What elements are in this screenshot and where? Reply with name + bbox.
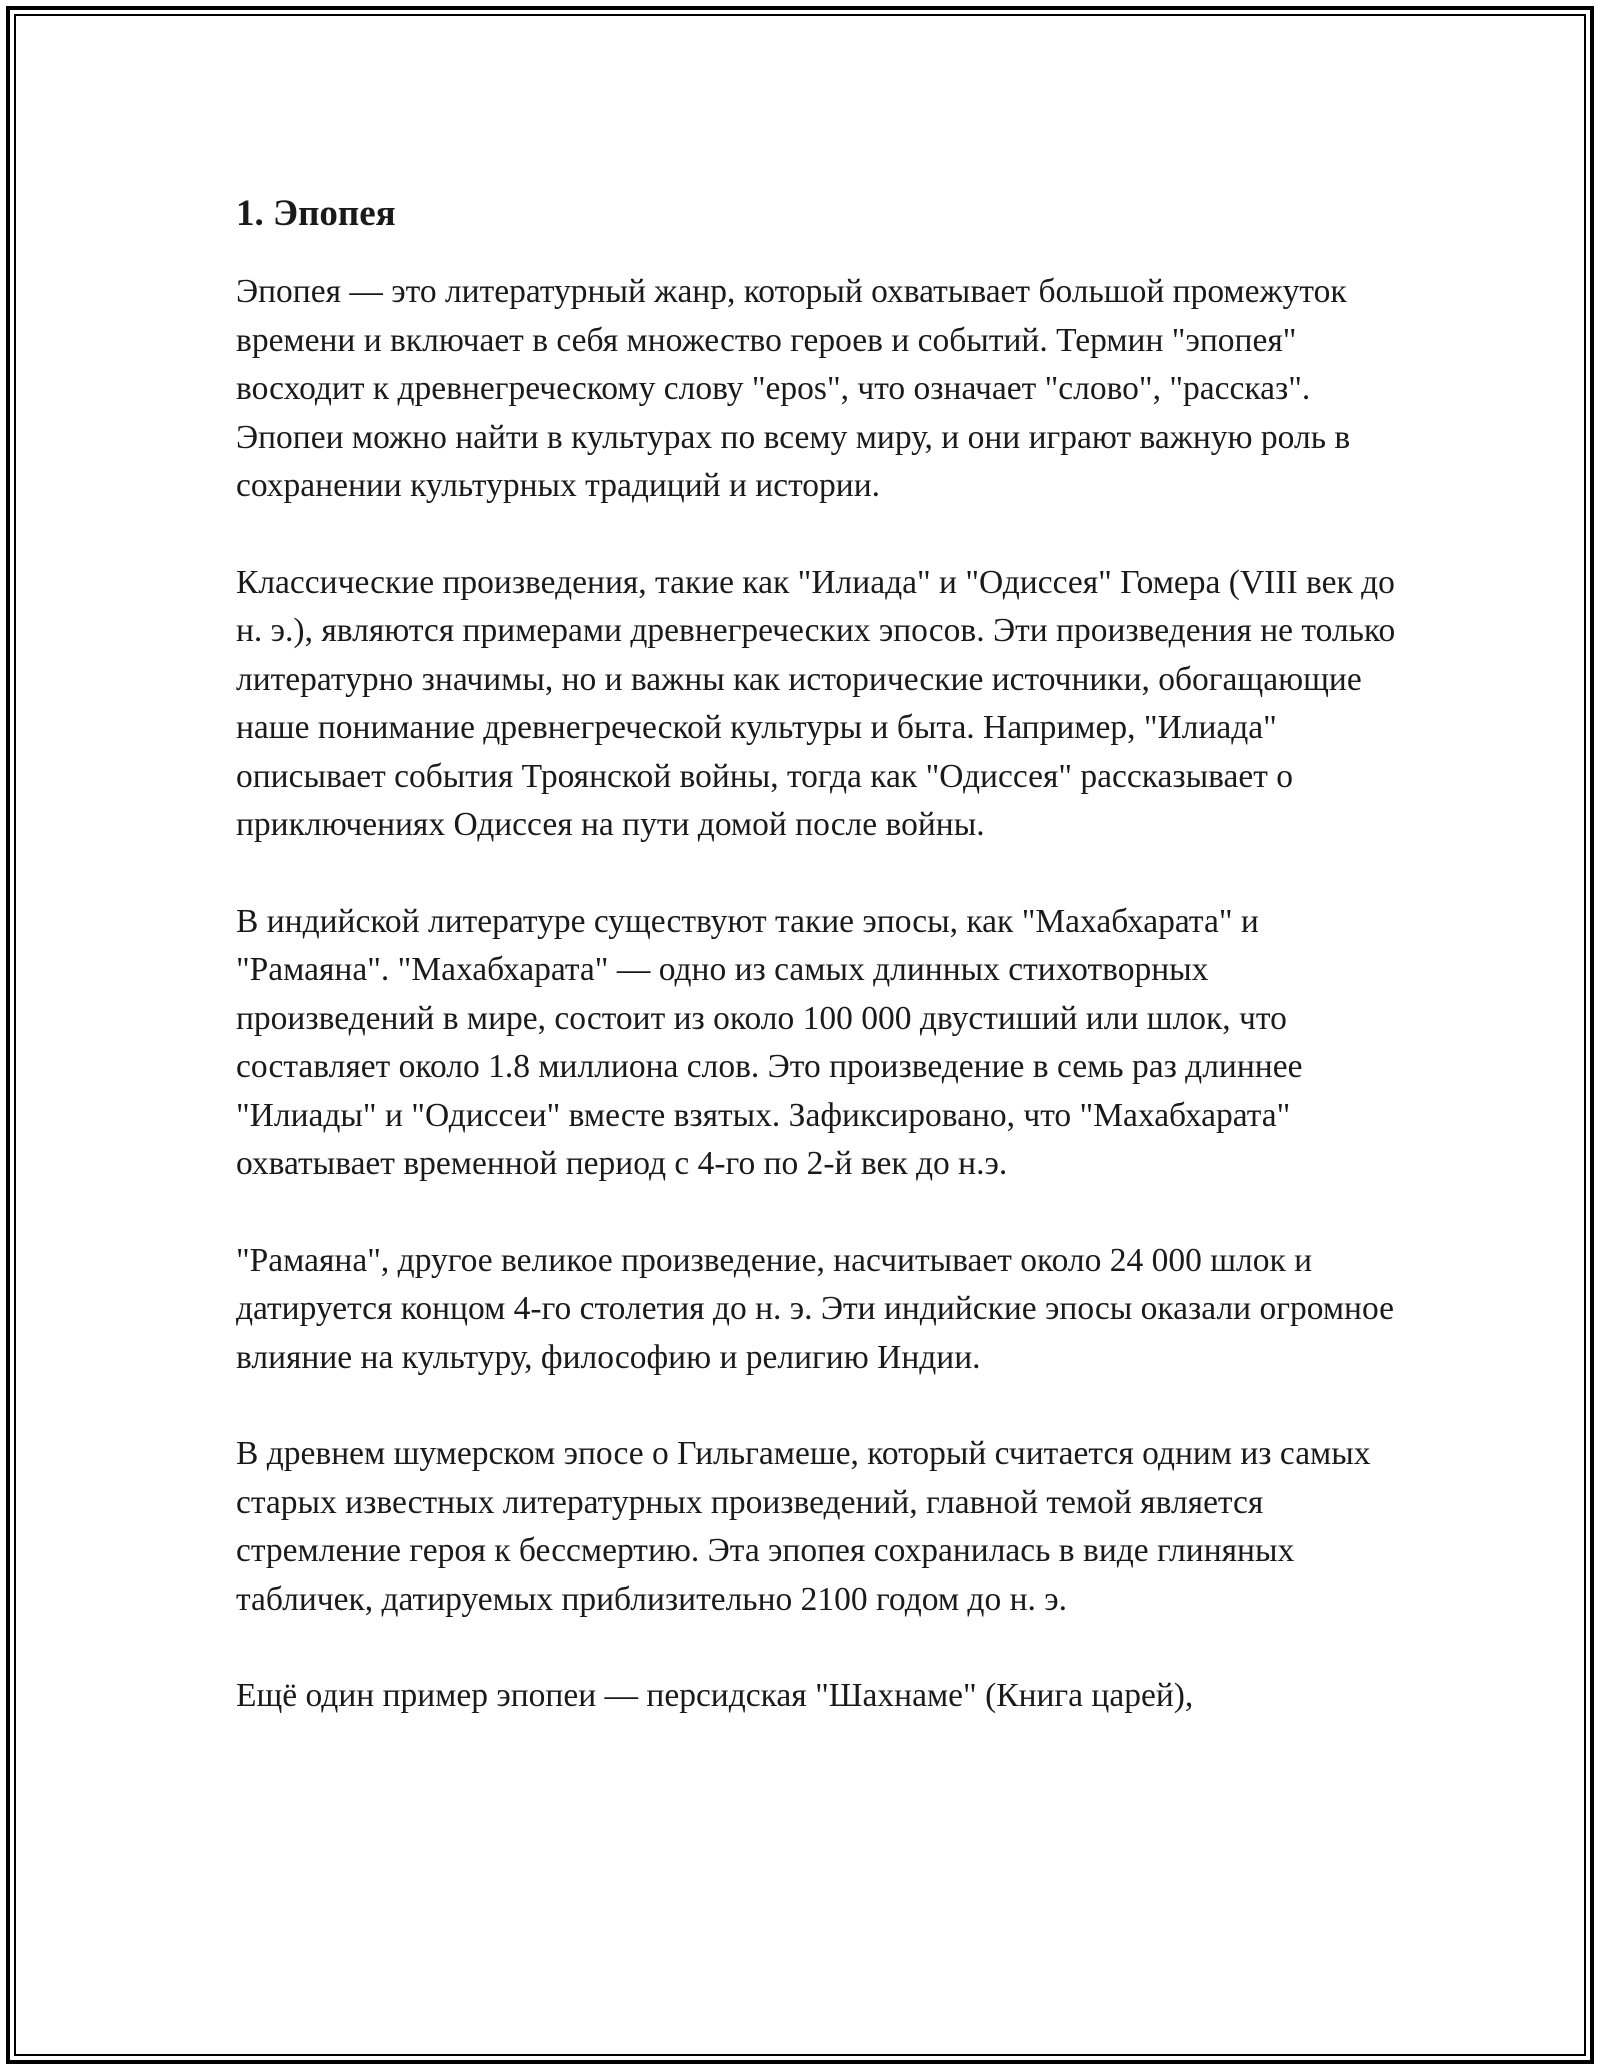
- paragraph-greek-epics: Классические произведения, такие как "Илиада" и "Одиссея" Гомера (VIII век до н. э.), являются примерами древнегреческих эпосов. Эти произведения не только литературно значимы, но и важны как исторические источники, обогащающие наше понимание древнегреческой культуры и быта. Например, "Илиада" описывает события Троянской войны, тогда как "Одиссея" рассказывает о приключениях Одиссея на пути домой после войны.: [236, 563, 1396, 843]
- paragraph-gilgamesh: В древнем шумерском эпосе о Гильгамеше, который считается одним из самых старых известных литературных произведений, главной темой является стремление героя к бессмертию. Эта эпопея сохранилась в виде глиняных табличек, датируемых приблизительно 2100 годом до н. э.: [236, 1435, 1371, 1618]
- section-heading: 1. Эпопея: [236, 193, 396, 234]
- paragraph-epic-definition: Эпопея — это литературный жанр, который охватывает большой промежуток времени и включает в себя множество героев и событий. Термин "эпопея" восходит к древнегреческому слову "epos", что означает "слово", "рассказ". Эпопеи можно найти в культурах по всему миру, и они играют важную роль в сохранении культурных традиций и истории.: [236, 273, 1351, 504]
- paragraph-indian-epics: В индийской литературе существуют такие эпосы, как "Махабхарата" и "Рамаяна". "Махабхарата" — одно из самых длинных стихотворных произведений в мире, состоит из около 100 000 двустиший или шлок, что составляет около 1.8 миллиона слов. Это произведение в семь раз длиннее "Илиады" и "Одиссеи" вместе взятых. Зафиксировано, что "Махабхарата" охватывает временной период с 4-го по 2-й век до н.э.: [236, 902, 1303, 1182]
- paragraph-ramayana: "Рамаяна", другое великое произведение, насчитывает около 24 000 шлок и датируется концом 4-го столетия до н. э. Эти индийские эпосы оказали огромное влияние на культуру, философию и религию Индии.: [236, 1241, 1394, 1376]
- document-body: [236, 186, 1396, 1769]
- paragraph-shahnameh: Ещё один пример эпопеи — персидская "Шахнаме" (Книга царей),: [236, 1677, 1194, 1714]
